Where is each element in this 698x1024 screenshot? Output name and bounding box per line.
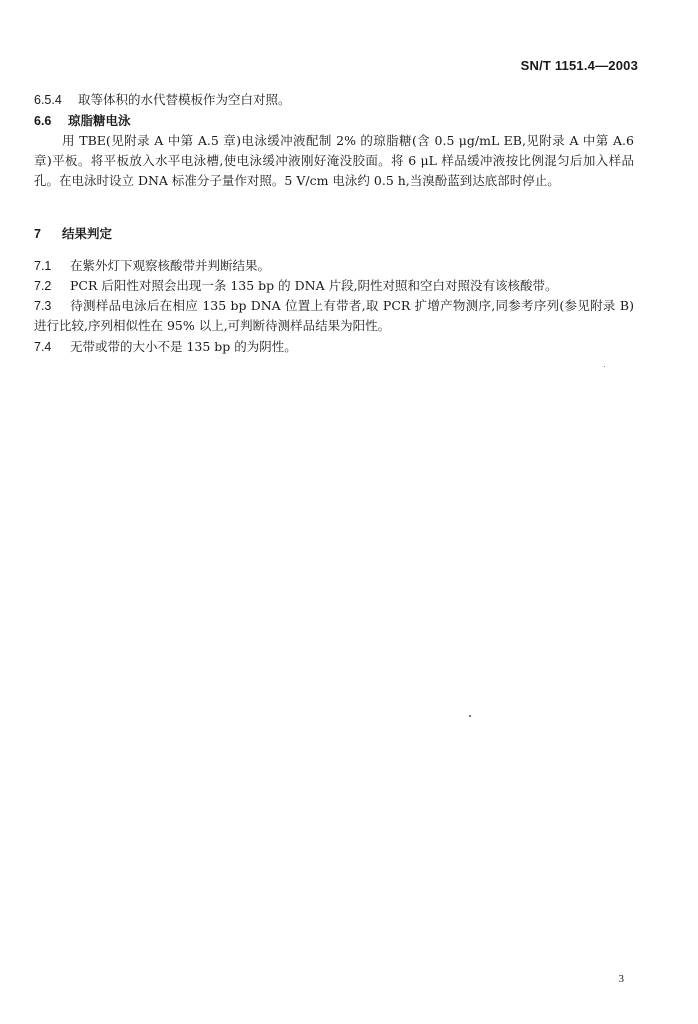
page-number: 3: [618, 973, 624, 985]
clause-text: 无带或带的大小不是 135 bp 的为阴性。: [70, 339, 297, 354]
clause-7-1: [34, 256, 634, 276]
section-number: 7: [34, 227, 41, 241]
scan-speck: [469, 715, 471, 717]
clause-number: 6.6: [34, 114, 52, 128]
clause-number: 7.2: [34, 279, 52, 293]
clause-text: 取等体积的水代替模板作为空白对照。: [78, 92, 291, 107]
section-title: 结果判定: [62, 226, 113, 241]
clause-text: PCR 后阳性对照会出现一条 135 bp 的 DNA 片段,阴性对照和空白对照没有该核酸带。: [70, 278, 558, 293]
clause-number: 7.4: [34, 340, 52, 354]
scan-speck: [604, 366, 605, 367]
clause-number: 7.3: [34, 299, 52, 313]
clause-7-4: [34, 337, 634, 357]
clause-number: 7.1: [34, 259, 52, 273]
clause-number: 6.5.4: [34, 93, 62, 107]
section-7-heading: [34, 224, 634, 244]
clause-6-5-4: [34, 90, 634, 110]
clause-6-6-body: 用 TBE(见附录 A 中第 A.5 章)电泳缓冲液配制 2% 的琼脂糖(含 0.5 μg/mL EB,见附录 A 中第 A.6 章)平板。将平板放入水平电泳槽,使电泳缓冲液刚好淹没胶面。将 6 μL 样品缓冲液按比例混匀后加入样品孔。在电泳时设立 DNA 标准分子量作对照。5 V/cm 电泳约 0.5 h,当溴酚蓝到达底部时停止。: [34, 133, 634, 188]
clause-text: 待测样品电泳后在相应 135 bp DNA 位置上有带者,取 PCR 扩增产物测序,同参考序列(参见附录 B)进行比较,序列相似性在 95% 以上,可判断待测样品结果为阳性。: [34, 298, 634, 333]
standard-code: SN/T 1151.4—2003: [520, 58, 638, 73]
clause-text: 在紫外灯下观察核酸带并判断结果。: [70, 258, 271, 273]
clause-7-2: [34, 276, 634, 296]
clause-title: 琼脂糖电泳: [68, 113, 131, 128]
clause-7-3: [34, 296, 634, 336]
clause-6-6-heading: [34, 111, 634, 131]
